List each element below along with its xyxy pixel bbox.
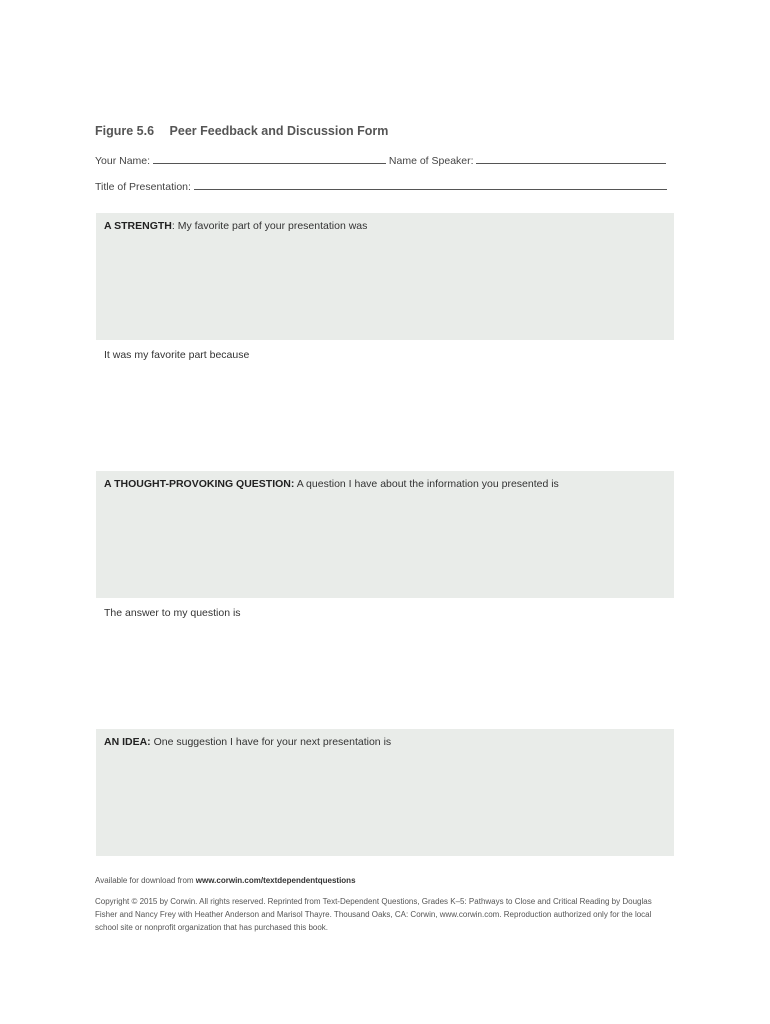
copyright-text: Copyright © 2015 by Corwin. All rights reserved. Reprinted from Text-Dependent Questions, Grades K–5: Pathways to Close and Critical Reading by Douglas Fisher and Nancy Frey with Heather Anderson and Marisol Thayre. Thousand Oaks, CA: Corwin, www.corwin.com. Reproduction authorized only for the local school site or nonprofit organization that has purchased this book.: [95, 897, 652, 932]
idea-box[interactable]: [96, 729, 674, 856]
question-box[interactable]: [96, 471, 674, 598]
strength-heading: A STRENGTH: [104, 220, 172, 232]
question-prompt-text: A question I have about the information you presented is: [294, 478, 559, 490]
name-row: [95, 152, 666, 167]
question-prompt: [104, 478, 559, 490]
speaker-name-field[interactable]: [476, 152, 666, 164]
presentation-title-field[interactable]: [194, 178, 667, 190]
strength-box[interactable]: [96, 213, 674, 340]
question-follow-up: The answer to my question is: [104, 607, 241, 619]
idea-heading: AN IDEA:: [104, 736, 151, 748]
question-heading: A THOUGHT-PROVOKING QUESTION:: [104, 478, 295, 490]
title-row: [95, 178, 667, 193]
strength-prompt-text: My favorite part of your presentation was: [174, 220, 368, 232]
your-name-field[interactable]: [153, 152, 386, 164]
form-title-text: Peer Feedback and Discussion Form: [169, 124, 389, 138]
idea-prompt-text: One suggestion I have for your next presentation is: [150, 736, 392, 748]
download-note: [95, 876, 356, 885]
strength-prompt: [104, 220, 367, 232]
strength-follow-up: It was my favorite part because: [104, 349, 250, 361]
idea-prompt: [104, 736, 391, 748]
download-link[interactable]: www.corwin.com/textdependentquestions: [195, 876, 356, 885]
figure-label: Figure 5.6: [95, 124, 155, 138]
form-title: [95, 124, 388, 138]
strength-separator: :: [171, 220, 175, 232]
title-of-presentation-label: Title of Presentation:: [95, 181, 191, 193]
your-name-label: Your Name:: [95, 155, 151, 167]
download-prefix: Available for download from: [95, 876, 196, 885]
name-of-speaker-label: Name of Speaker:: [388, 155, 474, 167]
